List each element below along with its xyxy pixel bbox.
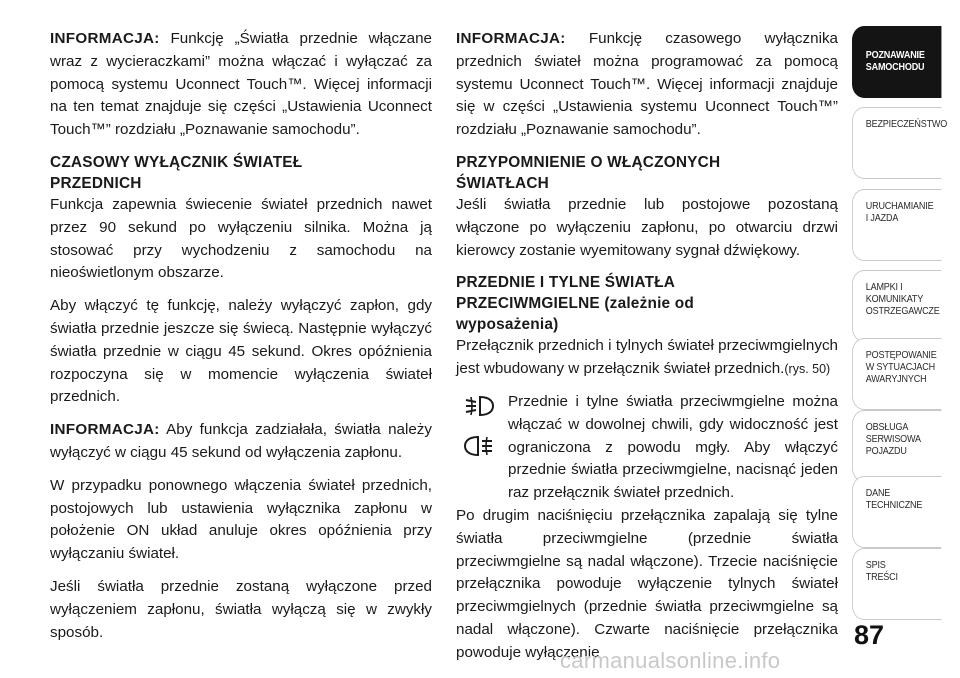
chapter-tab-label: POZNAWANIE SAMOCHODU [865,49,925,73]
paragraph: Funkcja zapewnia świecenie świateł przednich nawet przez 90 sekund po wyłączeniu silnika. Można ją stosować przy wychodzeniu z samochodu na nieoświetlonym obszarze. [50,195,432,282]
paragraph: Aby włączyć tę funkcję, należy wyłączyć zapłon, gdy światła przednie jeszcze się świecą. Następnie wyłączyć światła przednie w ciągu 45 sekund. Okres opóźnienia rozpoczyna się w momencie wyłączenia świateł przednich. [50,297,432,406]
watermark: carmanualsonline.info [560,648,781,673]
info-label: INFORMACJA: [50,30,160,47]
page-number: 87 [854,620,885,650]
info-note-2 [50,419,432,465]
info-label: INFORMACJA: [50,421,160,439]
chapter-tab-label: OBSŁUGA SERWISOWA POJAZDU [865,421,921,457]
section-heading-timer [50,152,432,194]
front-fog-light-icon [462,393,496,419]
heading-line: CZASOWY WYŁĄCZNIK ŚWIATEŁ [50,153,303,171]
fog-light-paragraph [456,391,838,665]
chapter-tab-0[interactable] [852,26,941,98]
paragraph-continuation: Po drugim naciśnięciu przełącznika zapalają się tylne światła przeciwmgielne (przednie światła przeciwmgielne są nadal włączone). Trzecie naciśnięcie przełącznika powoduje wyłączenie tylnych świateł przeciwmgielnych (przednie światła przeciwmgielne są nadal włączone). Czwarte naciśnięcie przełącznika powoduje wyłączenie [456,506,838,661]
right-column [456,28,838,665]
paragraph: Jeśli światła przednie lub postojowe pozostaną włączone po wyłączeniu zapłonu, po otwarciu drzwi kierowcy zostanie wyemitowany sygnał dźwiękowy. [456,195,838,259]
info-text: Funkcję czasowego wyłącznika przednich świateł można programować za pomocą systemu Uconnect Touch™. Więcej informacji znajduje się w części „Ustawienia systemu Uconnect Touch™” rozdziału „Poznawanie samochodu”. [456,30,838,139]
chapter-tabs [852,0,960,678]
chapter-tab-label: BEZPIECZEŃSTWO [865,118,948,130]
chapter-tab-6[interactable] [852,476,941,548]
chapter-tab-label: DANE TECHNICZNE [865,487,923,511]
info-label: INFORMACJA: [456,30,566,47]
info-text: Funkcję „Światła przednie włączane wraz z wycieraczkami” można włączać i wyłączać za pomocą systemu Uconnect Touch™. Więcej informacji na ten temat znajduje się części „Ustawienia Uconnect Touch™” rozdziału „Poznawanie samochodu”. [50,30,432,139]
heading-line: PRZYPOMNIENIE O WŁĄCZONYCH [456,153,721,171]
chapter-tab-4[interactable] [852,338,941,410]
section-heading-fog [456,272,838,335]
left-column [50,28,432,654]
rear-fog-light-icon [462,433,496,459]
heading-line: ŚWIATŁACH [456,174,549,192]
info-note-1 [50,28,432,142]
info-note-3 [456,28,838,142]
heading-line: PRZECIWMGIELNE (zależnie od [456,295,694,313]
chapter-tab-label: LAMPKI I KOMUNIKATY OSTRZEGAWCZE [865,281,940,317]
heading-line: wyposażenia) [456,316,559,334]
chapter-tab-label: POSTĘPOWANIE W SYTUACJACH AWARYJNYCH [865,349,937,385]
indented-text: Przednie i tylne światła przeciwmgielne można włączać w dowolnej chwili, gdy widoczność jest ograniczona z powodu mgły. Aby włączyć przednie światła przeciwmgielne, nacisnąć jeden raz przełącznik świateł przednich. [508,392,838,502]
paragraph: W przypadku ponownego włączenia świateł przednich, postojowych lub ustawienia wyłącznika zapłonu w położenie ON układ anuluje okres opóźnienia przy wyłączaniu świateł. [50,476,432,563]
info-text: Aby funkcja zadziałała, światła należy wyłączyć w ciągu 45 sekund od wyłączenia zapłonu. [50,421,432,461]
chapter-tab-3[interactable] [852,270,941,342]
heading-line: PRZEDNICH [50,174,142,192]
paragraph: Jeśli światła przednie zostaną wyłączone przed wyłączeniem zapłonu, światła wyłączą się w zwykły sposób. [50,577,432,641]
icon-group [462,393,496,459]
paragraph-text: Przełącznik przednich i tylnych świateł przeciwmgielnych jest wbudowany w przełącznik świateł przednich. [456,337,838,378]
chapter-tab-5[interactable] [852,410,941,482]
heading-line: PRZEDNIE I TYLNE ŚWIATŁA [456,274,676,292]
chapter-tab-label: URUCHAMIANIE I JAZDA [865,200,934,224]
chapter-tab-label: SPIS TREŚCI [865,559,898,583]
section-heading-reminder [456,152,838,194]
paragraph [456,335,838,381]
chapter-tab-1[interactable] [852,107,948,179]
chapter-tab-2[interactable] [852,189,941,261]
chapter-tab-7[interactable] [852,548,941,620]
figure-reference: (rys. 50) [784,362,831,377]
